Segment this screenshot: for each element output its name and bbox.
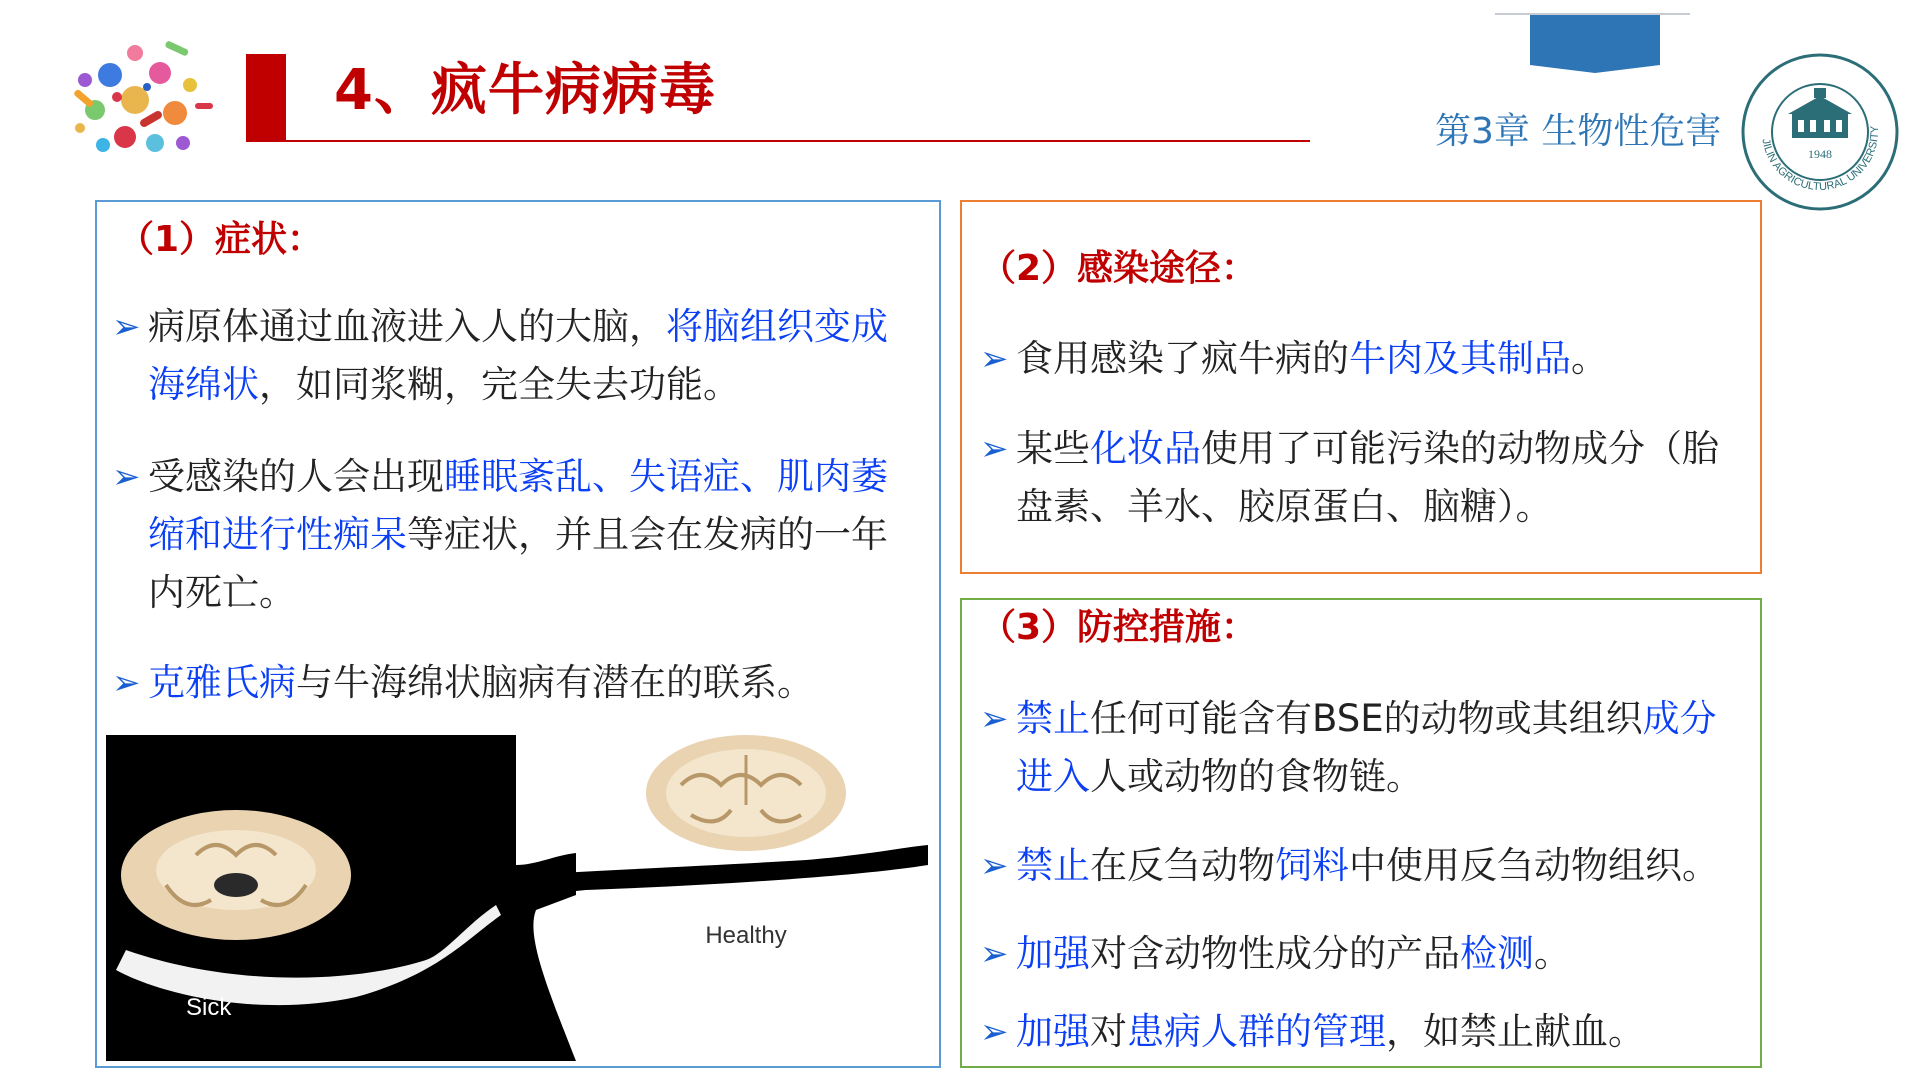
healthy-brain-icon xyxy=(646,735,846,851)
arrow-bullet-icon: ➢ xyxy=(980,699,1009,739)
symptom-item-1: ➢ 病原体通过血液进入人的大脑，将脑组织变成海绵状，如同浆糊，完全失去功能。 xyxy=(112,298,920,414)
title-underline xyxy=(246,140,1310,142)
symptom-item-3: ➢ 克雅氏病与牛海绵状脑病有潜在的联系。 xyxy=(112,654,920,712)
logo-ring-text: JILIN AGRICULTURAL UNIVERSITY xyxy=(1759,125,1882,194)
infection-item-2: ➢ 某些化妆品使用了可能污染的动物成分（胎盘素、羊水、胶原蛋白、脑糖）。 xyxy=(980,420,1750,536)
infection-heading: （2）感染途径： xyxy=(980,248,1258,289)
arrow-bullet-icon: ➢ xyxy=(980,1012,1009,1052)
arrow-bullet-icon: ➢ xyxy=(980,934,1009,974)
chapter-label: 第3章 生物性危害 xyxy=(1435,111,1722,152)
prevention-item-2: ➢ 禁止在反刍动物饲料中使用反刍动物组织。 xyxy=(980,837,1760,895)
microbes-illustration xyxy=(55,25,215,175)
infection-item-1: ➢ 食用感染了疯牛病的牛肉及其制品。 xyxy=(980,330,1750,388)
arrow-bullet-icon: ➢ xyxy=(980,429,1009,469)
arrow-bullet-icon: ➢ xyxy=(112,457,141,497)
sick-brain-icon xyxy=(121,810,351,940)
prevention-item-1: ➢ 禁止任何可能含有BSE的动物或其组织成分进入人或动物的食物链。 xyxy=(980,690,1750,806)
arrow-bullet-icon: ➢ xyxy=(980,339,1009,379)
arrow-bullet-icon: ➢ xyxy=(112,663,141,703)
title-accent-bar xyxy=(246,54,286,142)
prevention-panel xyxy=(960,598,1762,1068)
arrow-bullet-icon: ➢ xyxy=(112,307,141,347)
healthy-label: Healthy xyxy=(705,922,787,949)
logo-year: 1948 xyxy=(1808,147,1832,161)
university-logo xyxy=(1740,52,1900,212)
bookmark-ribbon-icon xyxy=(1530,15,1660,73)
brain-comparison-image xyxy=(106,735,928,1061)
arrow-bullet-icon: ➢ xyxy=(980,846,1009,886)
sick-label: Sick xyxy=(186,994,232,1021)
prevention-item-3: ➢ 加强对含动物性成分的产品检测。 xyxy=(980,925,1750,983)
prevention-heading: （3）防控措施： xyxy=(980,607,1258,648)
symptoms-heading: （1）症状： xyxy=(118,219,324,260)
prevention-item-4: ➢ 加强对患病人群的管理，如禁止献血。 xyxy=(980,1003,1750,1061)
slide-title: 4、疯牛病病毒 xyxy=(334,58,716,123)
symptom-item-2: ➢ 受感染的人会出现睡眠紊乱、失语症、肌肉萎缩和进行性痴呆等症状，并且会在发病的一年内死亡。 xyxy=(112,448,920,622)
